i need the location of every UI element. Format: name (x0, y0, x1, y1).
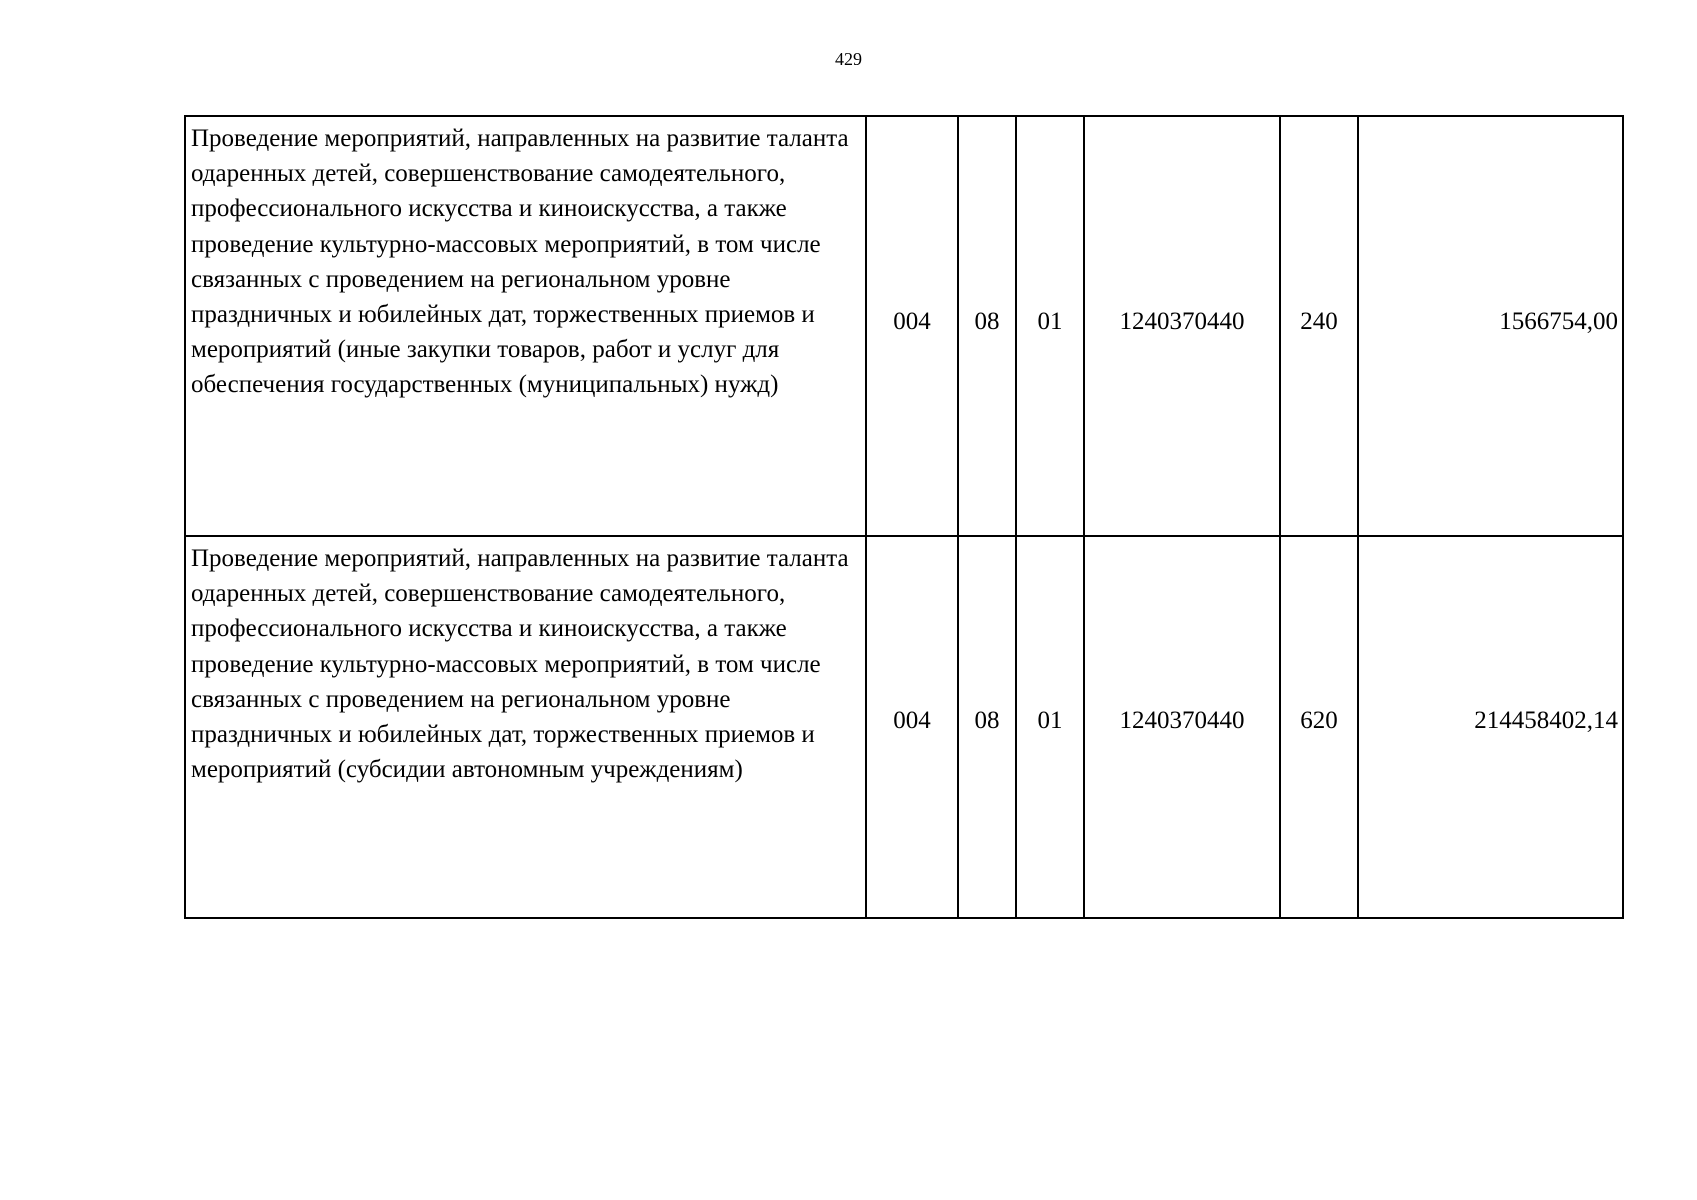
budget-table (184, 115, 1624, 919)
subsection-code-cell: 01 (1016, 536, 1084, 918)
amount-cell: 1566754,00 (1358, 116, 1623, 536)
target-article-cell: 1240370440 (1084, 536, 1280, 918)
amount-cell: 214458402,14 (1358, 536, 1623, 918)
section-code-cell: 08 (958, 116, 1016, 536)
expense-type-cell: 620 (1280, 536, 1358, 918)
expense-type-cell: 240 (1280, 116, 1358, 536)
subsection-code-cell: 01 (1016, 116, 1084, 536)
target-article-cell: 1240370440 (1084, 116, 1280, 536)
page-number: 429 (835, 49, 862, 69)
description-cell: Проведение мероприятий, направленных на развитие таланта одаренных детей, совершенствование самодеятельного, профессионального искусства и киноискусства, а также проведение культурно-массовых мероприятий, в том числе связанных с проведением на региональном уровне праздничных и юбилейных дат, торжественных приемов и мероприятий (субсидии автономным учреждениям) (185, 536, 866, 918)
section-code-cell: 08 (958, 536, 1016, 918)
ministry-code-cell: 004 (866, 116, 958, 536)
description-cell: Проведение мероприятий, направленных на развитие таланта одаренных детей, совершенствование самодеятельного, профессионального искусства и киноискусства, а также проведение культурно-массовых мероприятий, в том числе связанных с проведением на региональном уровне праздничных и юбилейных дат, торжественных приемов и мероприятий (иные закупки товаров, работ и услуг для обеспечения государственных (муниципальных) нужд) (185, 116, 866, 536)
table-row (185, 116, 1623, 536)
table-row (185, 536, 1623, 918)
ministry-code-cell: 004 (866, 536, 958, 918)
